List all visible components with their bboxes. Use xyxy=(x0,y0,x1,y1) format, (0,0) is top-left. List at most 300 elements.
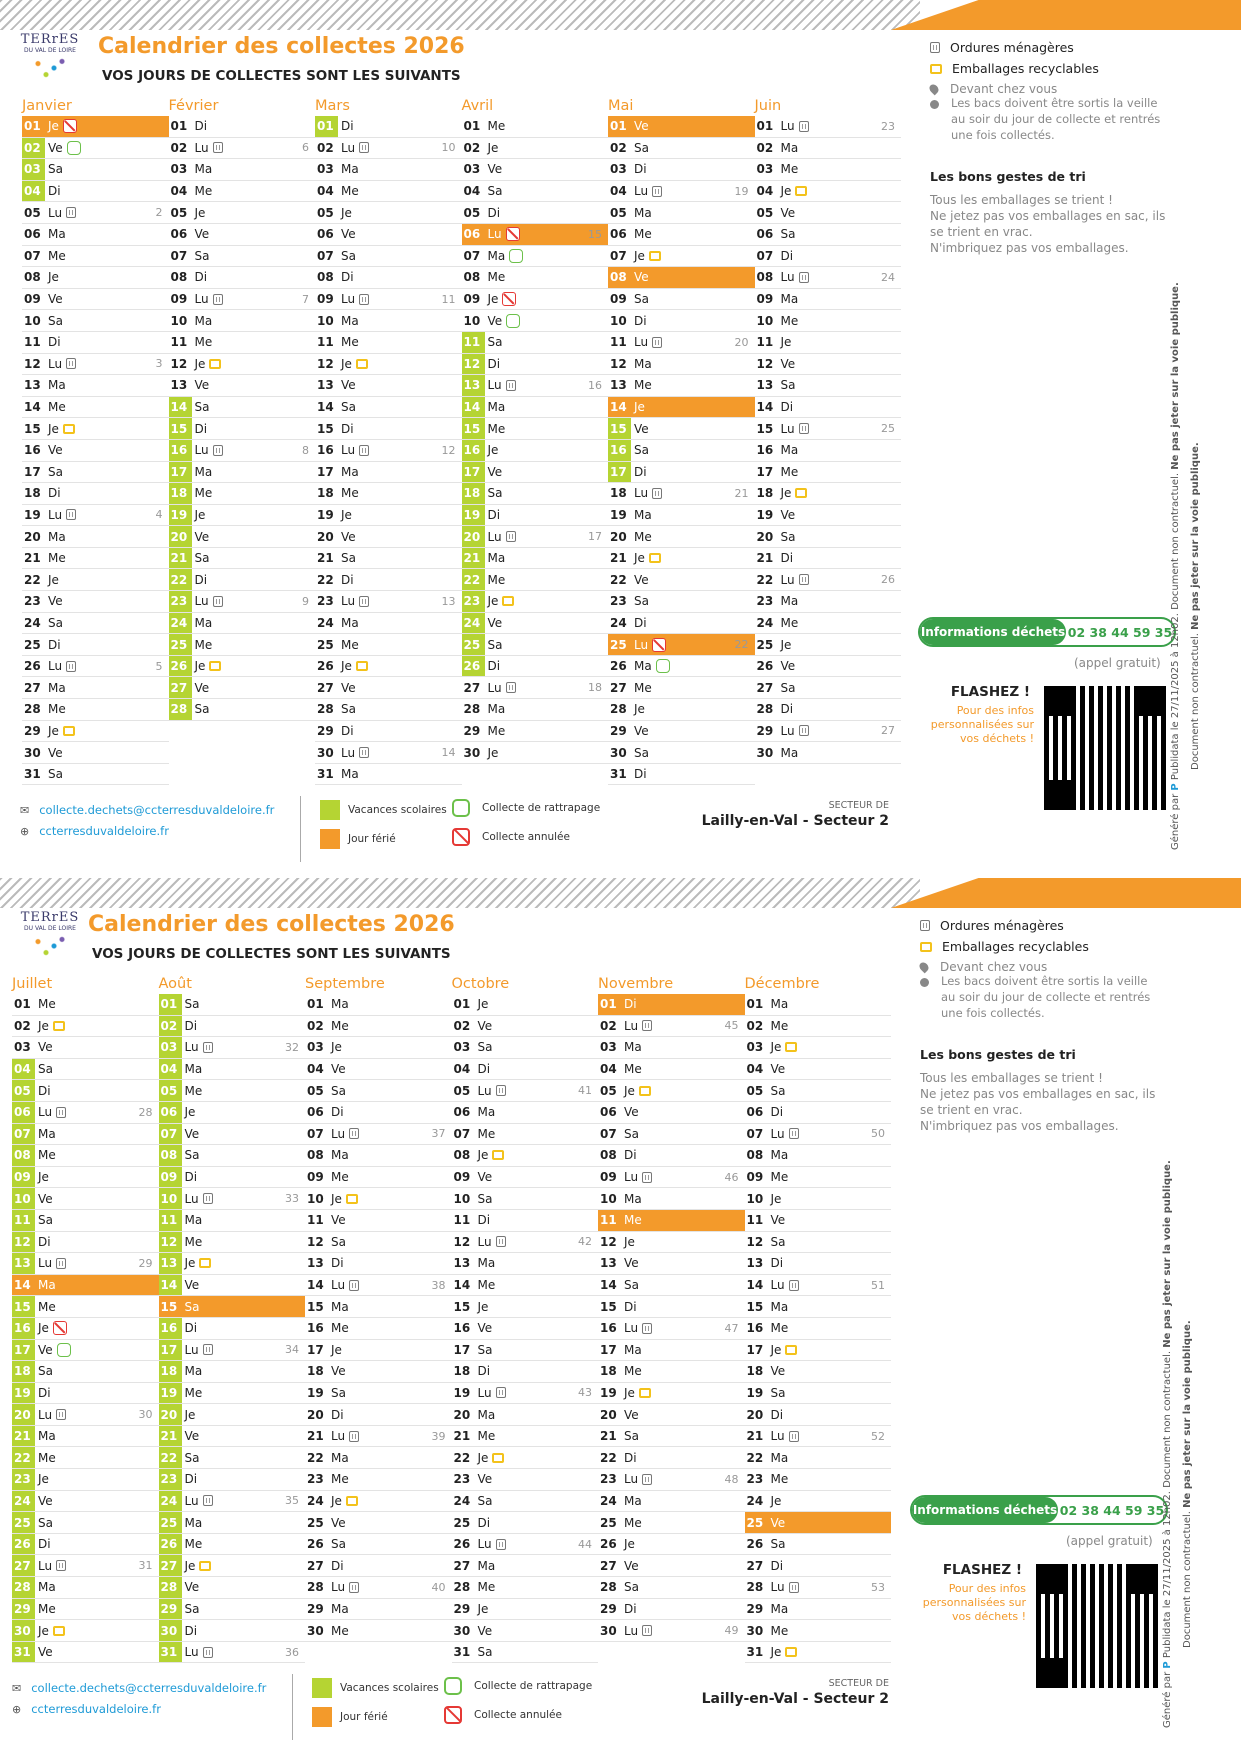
day-number: 21 xyxy=(453,1429,471,1444)
day-weekday: Ma xyxy=(477,1256,496,1271)
day-weekday: Ve xyxy=(48,140,63,155)
clock-icon xyxy=(920,978,929,987)
day-number: 08 xyxy=(24,270,41,285)
day-row xyxy=(12,1059,159,1081)
day-number: 18 xyxy=(159,1361,182,1382)
day-number: 17 xyxy=(24,464,41,479)
day-weekday: Di xyxy=(487,659,501,674)
appel-gratuit: (appel gratuit) xyxy=(1074,656,1161,670)
day-weekday: Sa xyxy=(184,1450,200,1465)
day-row xyxy=(452,1426,599,1448)
day-weekday: Ve xyxy=(780,507,796,522)
day-weekday: Ve xyxy=(48,443,63,458)
contact-email-text[interactable]: collecte.dechets@ccterresduvaldeloire.fr xyxy=(31,1681,267,1695)
day-weekday: Sa xyxy=(634,292,649,307)
trash-bin-icon xyxy=(642,1020,652,1031)
day-weekday: Di xyxy=(624,1299,637,1314)
trash-bin-icon xyxy=(506,380,516,391)
day-row xyxy=(452,1404,599,1426)
day-number: 16 xyxy=(608,440,631,461)
day-row xyxy=(755,116,902,138)
day-row xyxy=(598,1620,745,1642)
day-number: 18 xyxy=(610,486,627,501)
day-number: 12 xyxy=(317,356,334,371)
day-weekday: Ma xyxy=(634,356,652,371)
day-number: 08 xyxy=(453,1148,471,1163)
day-weekday: Di xyxy=(194,421,208,436)
day-weekday: Je xyxy=(770,1342,782,1357)
day-row xyxy=(598,1426,745,1448)
day-weekday: Ma xyxy=(194,464,213,479)
day-row xyxy=(169,483,316,505)
day-weekday: Di xyxy=(341,572,354,587)
ferie-swatch xyxy=(320,829,340,849)
day-number: 14 xyxy=(453,1278,471,1293)
day-number: 14 xyxy=(14,1278,31,1293)
day-number: 17 xyxy=(307,1342,324,1357)
day-weekday: Ve xyxy=(194,227,210,242)
day-weekday: Sa xyxy=(634,594,649,609)
day-row xyxy=(169,462,316,484)
day-row xyxy=(608,418,755,440)
day-weekday: Lu xyxy=(624,1018,639,1033)
day-weekday: Me xyxy=(341,637,359,652)
day-weekday: Me xyxy=(477,1580,496,1595)
day-row xyxy=(169,677,316,699)
month-name: Novembre xyxy=(598,976,674,992)
recycling-bag-icon xyxy=(639,1388,651,1398)
day-number: 20 xyxy=(746,1407,764,1422)
month-name: Avril xyxy=(461,98,494,114)
day-number: 25 xyxy=(610,637,627,652)
day-number: 26 xyxy=(610,659,627,674)
trash-bin-icon xyxy=(56,1258,66,1269)
day-number: 24 xyxy=(610,615,627,630)
day-weekday: Ve xyxy=(331,1213,346,1228)
legend-ordures-label: Ordures ménagères xyxy=(950,40,1074,55)
day-row xyxy=(462,634,609,656)
day-number: 03 xyxy=(14,1040,31,1055)
day-row xyxy=(159,1145,306,1167)
legend-ordures-label: Ordures ménagères xyxy=(940,918,1064,933)
qr-code-icon[interactable] xyxy=(1036,1564,1158,1688)
trash-bin-icon xyxy=(203,1193,213,1204)
day-row xyxy=(598,1599,745,1621)
week-number: 47 xyxy=(724,1321,739,1335)
contact-web-text[interactable]: ccterresduvaldeloire.fr xyxy=(39,824,169,838)
day-weekday: Me xyxy=(194,184,213,199)
day-row xyxy=(608,116,755,138)
day-row xyxy=(755,742,902,764)
day-number: 24 xyxy=(169,613,192,634)
day-weekday: Je xyxy=(48,723,59,738)
day-row xyxy=(159,1167,306,1189)
day-row xyxy=(462,202,609,224)
day-row xyxy=(608,548,755,570)
week-number: 44 xyxy=(578,1537,592,1551)
day-weekday: Di xyxy=(624,997,637,1012)
contact-web[interactable] xyxy=(20,821,1241,842)
day-number: 10 xyxy=(463,313,481,328)
legend-bacs-text: Les bacs doivent être sortis la veille au soir du jour de collecte et rentrés une fois collectés. xyxy=(941,974,1151,1020)
day-weekday: Di xyxy=(341,119,354,134)
day-row xyxy=(745,1404,892,1426)
day-number: 11 xyxy=(600,1213,617,1228)
day-weekday: Sa xyxy=(624,1580,639,1595)
day-row xyxy=(159,1642,306,1664)
day-row xyxy=(315,742,462,764)
day-row xyxy=(169,181,316,203)
trash-bin-icon xyxy=(642,1172,652,1183)
day-weekday: Me xyxy=(487,421,506,436)
day-number: 10 xyxy=(170,313,188,328)
day-row xyxy=(159,1469,306,1491)
day-number: 16 xyxy=(169,440,192,461)
legend-vacances xyxy=(312,1678,439,1698)
month-column xyxy=(169,96,316,785)
day-weekday: Me xyxy=(624,1364,642,1379)
day-number: 01 xyxy=(756,119,774,134)
day-number: 26 xyxy=(307,1537,324,1552)
day-weekday: Sa xyxy=(38,1364,53,1379)
day-row xyxy=(452,994,599,1016)
day-weekday: Ma xyxy=(48,378,66,393)
day-number: 05 xyxy=(463,205,481,220)
day-number: 06 xyxy=(170,227,188,242)
day-number: 26 xyxy=(159,1534,182,1555)
day-number: 25 xyxy=(453,1515,471,1530)
day-number: 18 xyxy=(307,1364,324,1379)
contact-email[interactable] xyxy=(20,800,1241,821)
day-row xyxy=(315,332,462,354)
secteur-name: Lailly-en-Val - Secteur 2 xyxy=(701,1691,889,1707)
day-row xyxy=(12,1642,159,1664)
day-row xyxy=(12,1232,159,1254)
day-row xyxy=(12,1620,159,1642)
day-number: 24 xyxy=(307,1493,324,1508)
day-row xyxy=(305,1059,452,1081)
day-number: 16 xyxy=(462,440,485,461)
day-weekday: Me xyxy=(184,1234,203,1249)
day-row xyxy=(598,1210,745,1232)
day-weekday: Sa xyxy=(780,680,796,695)
day-row xyxy=(315,613,462,635)
day-number: 30 xyxy=(453,1623,471,1638)
recycling-bag-icon xyxy=(53,1626,65,1636)
day-row xyxy=(755,267,902,289)
day-weekday: Me xyxy=(331,1321,349,1336)
calendar-grid xyxy=(12,974,891,1663)
day-weekday: Lu xyxy=(194,292,209,307)
day-weekday: Di xyxy=(770,1558,784,1573)
day-weekday: Sa xyxy=(477,1493,493,1508)
day-number: 29 xyxy=(24,723,41,738)
month-name: Octobre xyxy=(451,976,510,992)
day-weekday: Me xyxy=(487,572,506,587)
day-weekday: Je xyxy=(48,119,59,134)
day-number: 29 xyxy=(463,723,481,738)
day-row xyxy=(315,526,462,548)
day-row xyxy=(22,202,169,224)
day-number: 12 xyxy=(756,356,774,371)
day-number: 05 xyxy=(159,1080,182,1101)
day-row xyxy=(315,418,462,440)
week-number: 46 xyxy=(724,1170,739,1184)
day-weekday: Ma xyxy=(780,745,799,760)
day-row xyxy=(452,1037,599,1059)
day-row xyxy=(755,181,902,203)
day-row xyxy=(608,656,755,678)
day-number: 25 xyxy=(317,637,334,652)
day-number: 10 xyxy=(600,1191,617,1206)
day-weekday: Sa xyxy=(487,184,503,199)
trash-bin-icon xyxy=(642,1625,652,1636)
day-weekday: Ve xyxy=(331,1062,346,1077)
day-row xyxy=(452,1491,599,1513)
day-number: 26 xyxy=(12,1534,35,1555)
day-row xyxy=(12,1124,159,1146)
day-number: 25 xyxy=(169,634,192,655)
day-number: 15 xyxy=(12,1296,35,1317)
day-number: 23 xyxy=(24,594,41,609)
legend-devant xyxy=(920,960,1160,974)
day-weekday: Sa xyxy=(184,997,200,1012)
day-weekday: Sa xyxy=(48,615,63,630)
day-row xyxy=(315,569,462,591)
day-row xyxy=(315,116,462,138)
legend-ordures xyxy=(930,40,1170,55)
day-row xyxy=(169,397,316,419)
day-row xyxy=(169,656,316,678)
day-number: 15 xyxy=(453,1299,471,1314)
contact-email-text[interactable]: collecte.dechets@ccterresduvaldeloire.fr xyxy=(39,803,275,817)
day-weekday: Sa xyxy=(184,1601,200,1616)
day-weekday: Ve xyxy=(38,1645,53,1660)
info-dechets-phone[interactable]: 02 38 44 59 35 xyxy=(1059,1502,1165,1518)
day-weekday: Lu xyxy=(194,140,209,155)
day-number: 18 xyxy=(756,486,774,501)
trash-bin-icon xyxy=(56,1107,66,1118)
day-weekday: Ma xyxy=(38,1580,56,1595)
day-row xyxy=(452,1188,599,1210)
day-number: 23 xyxy=(307,1472,324,1487)
day-number: 19 xyxy=(453,1385,471,1400)
day-row xyxy=(745,1491,892,1513)
day-weekday: Me xyxy=(341,486,359,501)
legend-ordures xyxy=(920,918,1160,933)
day-weekday: Di xyxy=(341,421,354,436)
day-weekday: Ma xyxy=(634,659,652,674)
week-number: 41 xyxy=(578,1084,592,1098)
day-weekday: Ma xyxy=(624,1040,642,1055)
day-weekday: Lu xyxy=(38,1558,53,1573)
contact-web[interactable] xyxy=(12,1699,1241,1720)
day-weekday: Me xyxy=(184,1385,203,1400)
day-row xyxy=(598,1340,745,1362)
day-weekday: Ve xyxy=(634,119,649,134)
day-number: 19 xyxy=(610,507,627,522)
trash-bin-icon xyxy=(642,1323,652,1334)
month-name: Mars xyxy=(315,98,350,114)
day-row xyxy=(462,462,609,484)
publidata-p-icon: P xyxy=(1162,1661,1173,1669)
logo xyxy=(20,32,80,84)
flash-title: FLASHEZ ! xyxy=(942,1562,1022,1578)
day-number: 07 xyxy=(746,1126,764,1141)
day-row xyxy=(755,224,902,246)
week-number: 2 xyxy=(155,206,163,220)
day-number: 30 xyxy=(159,1620,182,1641)
day-row xyxy=(598,1469,745,1491)
day-weekday: Di xyxy=(477,1062,491,1077)
day-weekday: Me xyxy=(194,637,213,652)
day-weekday: Lu xyxy=(634,486,649,501)
day-number: 23 xyxy=(169,591,192,612)
day-row xyxy=(452,1102,599,1124)
day-weekday: Je xyxy=(487,292,499,307)
day-weekday: Ma xyxy=(634,507,652,522)
day-number: 29 xyxy=(453,1601,471,1616)
recycling-bag-icon xyxy=(492,1150,504,1160)
day-number: 04 xyxy=(170,184,188,199)
day-row xyxy=(462,267,609,289)
day-number: 14 xyxy=(307,1278,324,1293)
day-row xyxy=(462,354,609,376)
day-row xyxy=(159,1620,306,1642)
day-row xyxy=(462,418,609,440)
day-weekday: Me xyxy=(487,119,506,134)
trash-bin-icon xyxy=(799,574,809,585)
day-weekday: Sa xyxy=(194,400,210,415)
day-number: 30 xyxy=(600,1623,617,1638)
day-number: 16 xyxy=(317,443,334,458)
day-weekday: Me xyxy=(780,615,799,630)
day-row xyxy=(169,332,316,354)
day-number: 24 xyxy=(12,1491,35,1512)
week-number: 42 xyxy=(578,1235,592,1249)
legend-emballages xyxy=(920,939,1160,954)
week-number: 30 xyxy=(138,1408,153,1422)
day-weekday: Di xyxy=(38,1537,51,1552)
day-number: 20 xyxy=(600,1407,617,1422)
day-weekday: Sa xyxy=(477,1191,493,1206)
day-number: 23 xyxy=(453,1472,471,1487)
day-weekday: Ma xyxy=(487,400,506,415)
day-row xyxy=(598,1296,745,1318)
day-weekday: Di xyxy=(770,1105,784,1120)
day-row xyxy=(159,1210,306,1232)
day-weekday: Lu xyxy=(184,1645,199,1660)
day-weekday: Je xyxy=(331,1040,342,1055)
day-number: 04 xyxy=(453,1062,471,1077)
day-weekday: Sa xyxy=(770,1083,786,1098)
week-number: 27 xyxy=(881,724,895,738)
day-row xyxy=(169,505,316,527)
genere-par: Généré par xyxy=(1170,793,1181,850)
day-number: 21 xyxy=(317,551,334,566)
day-row xyxy=(12,1426,159,1448)
day-weekday: Me xyxy=(48,702,66,717)
rattrapage-icon xyxy=(452,799,470,817)
mail-icon: ✉ xyxy=(12,1682,22,1695)
day-number: 02 xyxy=(22,138,45,159)
day-number: 28 xyxy=(307,1580,324,1595)
day-number: 09 xyxy=(317,292,334,307)
day-weekday: Me xyxy=(48,400,66,415)
legend-rattrapage xyxy=(444,1677,592,1695)
day-number: 20 xyxy=(307,1407,324,1422)
day-row xyxy=(745,1469,892,1491)
day-row xyxy=(452,1296,599,1318)
flash-subtitle: Pour des infos personnalisées sur vos déchets ! xyxy=(922,1582,1026,1623)
day-row xyxy=(12,1469,159,1491)
day-number: 22 xyxy=(756,572,774,587)
contact-email[interactable] xyxy=(12,1678,1241,1699)
collecte-annulee-icon xyxy=(506,227,520,241)
day-row xyxy=(608,246,755,268)
day-number: 07 xyxy=(756,248,774,263)
contact-web-text[interactable]: ccterresduvaldeloire.fr xyxy=(31,1702,161,1716)
day-row xyxy=(22,526,169,548)
info-dechets-phone[interactable]: 02 38 44 59 35 xyxy=(1067,624,1173,640)
gestes-line-2: Ne jetez pas vos emballages en sac, ils se trient en vrac. xyxy=(930,209,1166,239)
legend-annulee-label: Collecte annulée xyxy=(482,831,570,843)
day-weekday: Ve xyxy=(634,572,649,587)
day-number: 15 xyxy=(756,421,774,436)
month-column xyxy=(159,974,306,1663)
vertical-notice xyxy=(1190,442,1201,770)
day-row xyxy=(159,1102,306,1124)
day-row xyxy=(598,1275,745,1297)
day-number: 26 xyxy=(453,1537,471,1552)
day-row xyxy=(22,267,169,289)
day-row xyxy=(462,656,609,678)
day-row xyxy=(598,1102,745,1124)
qr-code-icon[interactable] xyxy=(1044,686,1166,810)
recycling-bag-icon xyxy=(785,1042,797,1052)
day-number: 09 xyxy=(756,292,774,307)
day-row xyxy=(608,289,755,311)
day-weekday: Ve xyxy=(770,1062,786,1077)
day-number: 21 xyxy=(159,1426,182,1447)
day-number: 01 xyxy=(170,119,188,134)
day-weekday: Lu xyxy=(624,1623,639,1638)
day-number: 14 xyxy=(600,1278,617,1293)
day-row xyxy=(755,677,902,699)
day-row xyxy=(755,721,902,743)
day-number: 15 xyxy=(746,1299,764,1314)
day-number: 22 xyxy=(600,1450,617,1465)
day-row xyxy=(159,1599,306,1621)
day-number: 01 xyxy=(307,997,324,1012)
day-weekday: Ma xyxy=(48,680,66,695)
day-weekday: Je xyxy=(331,1191,342,1206)
trash-bin-icon xyxy=(496,1539,506,1550)
day-number: 16 xyxy=(453,1321,471,1336)
day-number: 02 xyxy=(756,140,774,155)
day-row xyxy=(462,181,609,203)
day-number: 16 xyxy=(307,1321,324,1336)
flash-title: FLASHEZ ! xyxy=(950,684,1030,700)
day-weekday: Je xyxy=(38,1472,49,1487)
day-number: 24 xyxy=(600,1493,617,1508)
day-row xyxy=(169,440,316,462)
day-row xyxy=(315,591,462,613)
day-number: 10 xyxy=(12,1188,35,1209)
day-weekday: Je xyxy=(780,637,792,652)
week-number: 45 xyxy=(724,1019,739,1033)
day-row xyxy=(462,721,609,743)
